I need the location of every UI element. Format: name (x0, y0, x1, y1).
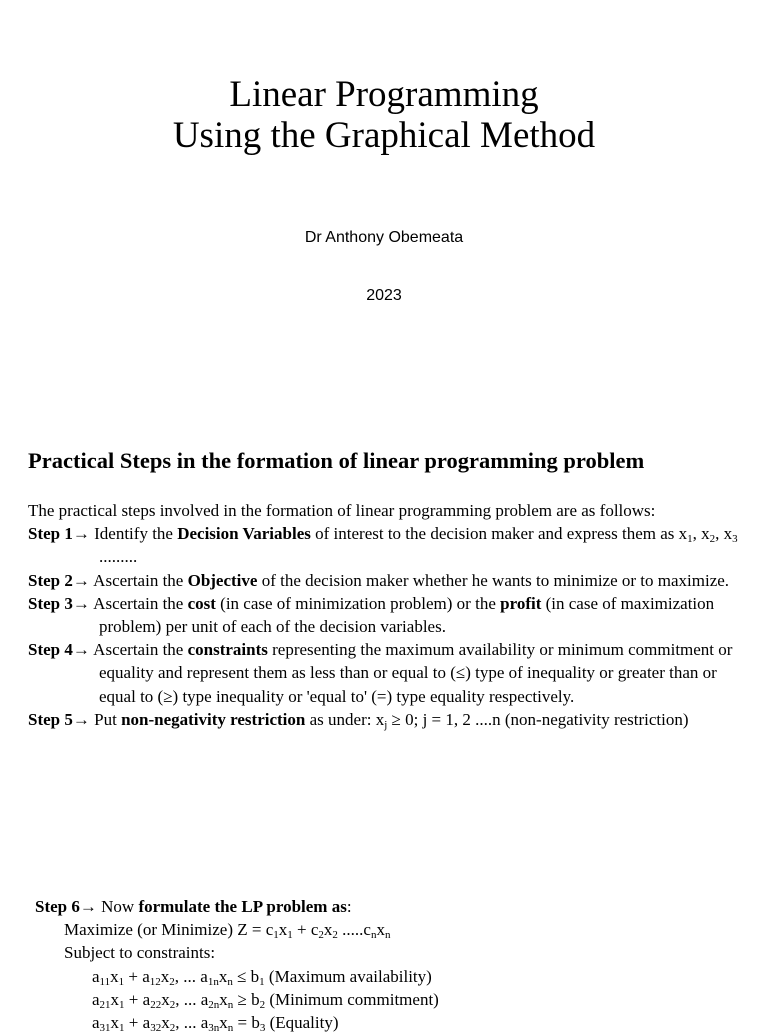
title-line-2: Using the Graphical Method (172, 115, 596, 156)
subscript: n (227, 1022, 234, 1034)
step-label: Step 2→ (28, 570, 90, 590)
presentation-title (0, 74, 768, 156)
equation-text: a (92, 966, 100, 986)
step-text: of the decision maker whether he wants to minimize or to maximize. (257, 570, 730, 590)
subscript: 1 (273, 929, 279, 942)
subscript: 2 (318, 929, 324, 942)
step-text: , x (692, 524, 710, 544)
step-text: ......... (99, 547, 138, 567)
constraint-3 (35, 1011, 439, 1034)
subscript: 1 (119, 998, 125, 1011)
step-text: representing the maximum availability or minimum commitment or equality and represent them as less than or equal to (≤) type of inequality or greater than or equal to (≥) type inequality or 'equal to' (=) type equality respectively. (99, 640, 733, 706)
step-2 (28, 569, 748, 592)
step-label: Step 6→ (35, 897, 97, 916)
step-4 (28, 638, 748, 708)
equation-text: x (110, 1013, 120, 1033)
subscript: 3 (732, 533, 738, 546)
equation-text: Maximize (or Minimize) Z = c (64, 920, 274, 940)
subscript: 2 (259, 998, 266, 1011)
equation-text: (Maximum availability) (264, 966, 432, 986)
equation-text: x (110, 966, 119, 986)
equation-text: , ... a (175, 1013, 209, 1033)
equation-text: x (219, 989, 228, 1009)
subscript: 21 (99, 998, 111, 1011)
equation-text: (Equality) (265, 1013, 339, 1033)
equation-text: x (278, 920, 288, 940)
presentation-year: 2023 (366, 287, 402, 304)
equation-text: .....c (337, 920, 371, 940)
step-text: : (346, 897, 352, 916)
section-heading: Practical Steps in the formation of linear programming problem (28, 448, 645, 473)
step-keyword: cost (187, 593, 216, 613)
formulation-section (35, 895, 439, 1034)
step-keyword: Objective (187, 570, 258, 590)
equation-text: = b (233, 1013, 260, 1033)
equation-text: x (161, 1013, 170, 1033)
step-3 (28, 592, 748, 638)
step-text: Identify the (89, 524, 178, 544)
step-6 (35, 895, 439, 918)
title-line-1: Linear Programming (229, 74, 539, 115)
step-5 (28, 708, 748, 731)
subscript: 1 (259, 975, 265, 988)
step-text: Now (96, 897, 139, 916)
subscript: 11 (99, 975, 111, 988)
equation-text: ≥ b (233, 989, 260, 1009)
step-text: , x (715, 524, 733, 544)
step-text: Ascertain the (89, 570, 188, 590)
subscript: 3n (208, 1022, 220, 1034)
equation-text: + a (124, 989, 151, 1009)
step-text: of interest to the decision maker and express them as x (310, 524, 688, 544)
subscript: 3 (259, 1022, 266, 1034)
equation-text: + a (124, 966, 150, 986)
equation-text: , ... a (175, 989, 209, 1009)
step-keyword: Decision Variables (177, 524, 311, 544)
author-name: Dr Anthony Obemeata (304, 229, 464, 246)
subscript: n (227, 975, 233, 988)
step-label: Step 3→ (28, 593, 90, 613)
step-keyword: non-negativity restriction (121, 709, 306, 729)
equation-text: + a (124, 1013, 151, 1033)
equation-text: x (323, 920, 333, 940)
equation-text: a (92, 989, 100, 1009)
steps-body (28, 499, 748, 731)
equation-text: x (160, 966, 170, 986)
equation-text: + c (292, 920, 319, 940)
subscript: n (370, 929, 377, 942)
step-text: ≥ 0; j = 1, 2 ....n (non-negativity restriction) (387, 709, 689, 729)
subscript: 1 (287, 929, 293, 942)
equation-text: , ... a (174, 966, 208, 986)
subscript: 2 (169, 998, 176, 1011)
subscript: 1 (119, 1022, 125, 1034)
subscript: n (384, 929, 391, 942)
step-keyword: formulate the LP problem as (138, 897, 347, 916)
equation-text: ≤ b (232, 966, 260, 986)
subscript: 2n (208, 998, 220, 1011)
subscript: n (227, 998, 234, 1011)
step-label: Step 5→ (28, 709, 90, 729)
constraint-1 (35, 965, 439, 988)
step-text: (in case of maximization problem) per unit of each of the decision variables. (99, 593, 715, 637)
subscript: 31 (99, 1022, 111, 1034)
equation-text: (Minimum commitment) (265, 989, 439, 1009)
step-text: (in case of minimization problem) or the (215, 593, 501, 613)
objective-function (35, 918, 439, 941)
constraint-2 (35, 988, 439, 1011)
intro-paragraph: The practical steps involved in the formation of linear programming problem are as follows: (28, 501, 656, 520)
subscript: 2 (169, 975, 175, 988)
step-text: Put (89, 709, 122, 729)
equation-text: x (161, 989, 170, 1009)
subscript: 2 (709, 533, 716, 546)
equation-text: x (219, 1013, 228, 1033)
equation-text: x (376, 920, 385, 940)
equation-text: x (110, 989, 120, 1009)
subscript: 12 (149, 975, 161, 988)
subscript: j (384, 718, 388, 731)
step-keyword: constraints (187, 640, 268, 660)
step-keyword: profit (500, 593, 542, 613)
subscript: 1 (118, 975, 125, 988)
subscript: 1 (687, 533, 693, 546)
step-text: Ascertain the (89, 593, 188, 613)
step-1 (28, 522, 748, 568)
subscript: 2 (169, 1022, 176, 1034)
equation-text: a (92, 1013, 100, 1033)
step-label: Step 4→ (28, 640, 90, 660)
subscript: 32 (150, 1022, 162, 1034)
step-text: as under: x (305, 709, 385, 729)
subscript: 22 (150, 998, 162, 1011)
subscript: 1n (207, 975, 219, 988)
step-label: Step 1→ (28, 524, 90, 544)
step-text: Ascertain the (89, 640, 188, 660)
equation-text: x (218, 966, 228, 986)
subject-to-label: Subject to constraints: (64, 943, 216, 963)
subscript: 2 (332, 929, 338, 942)
